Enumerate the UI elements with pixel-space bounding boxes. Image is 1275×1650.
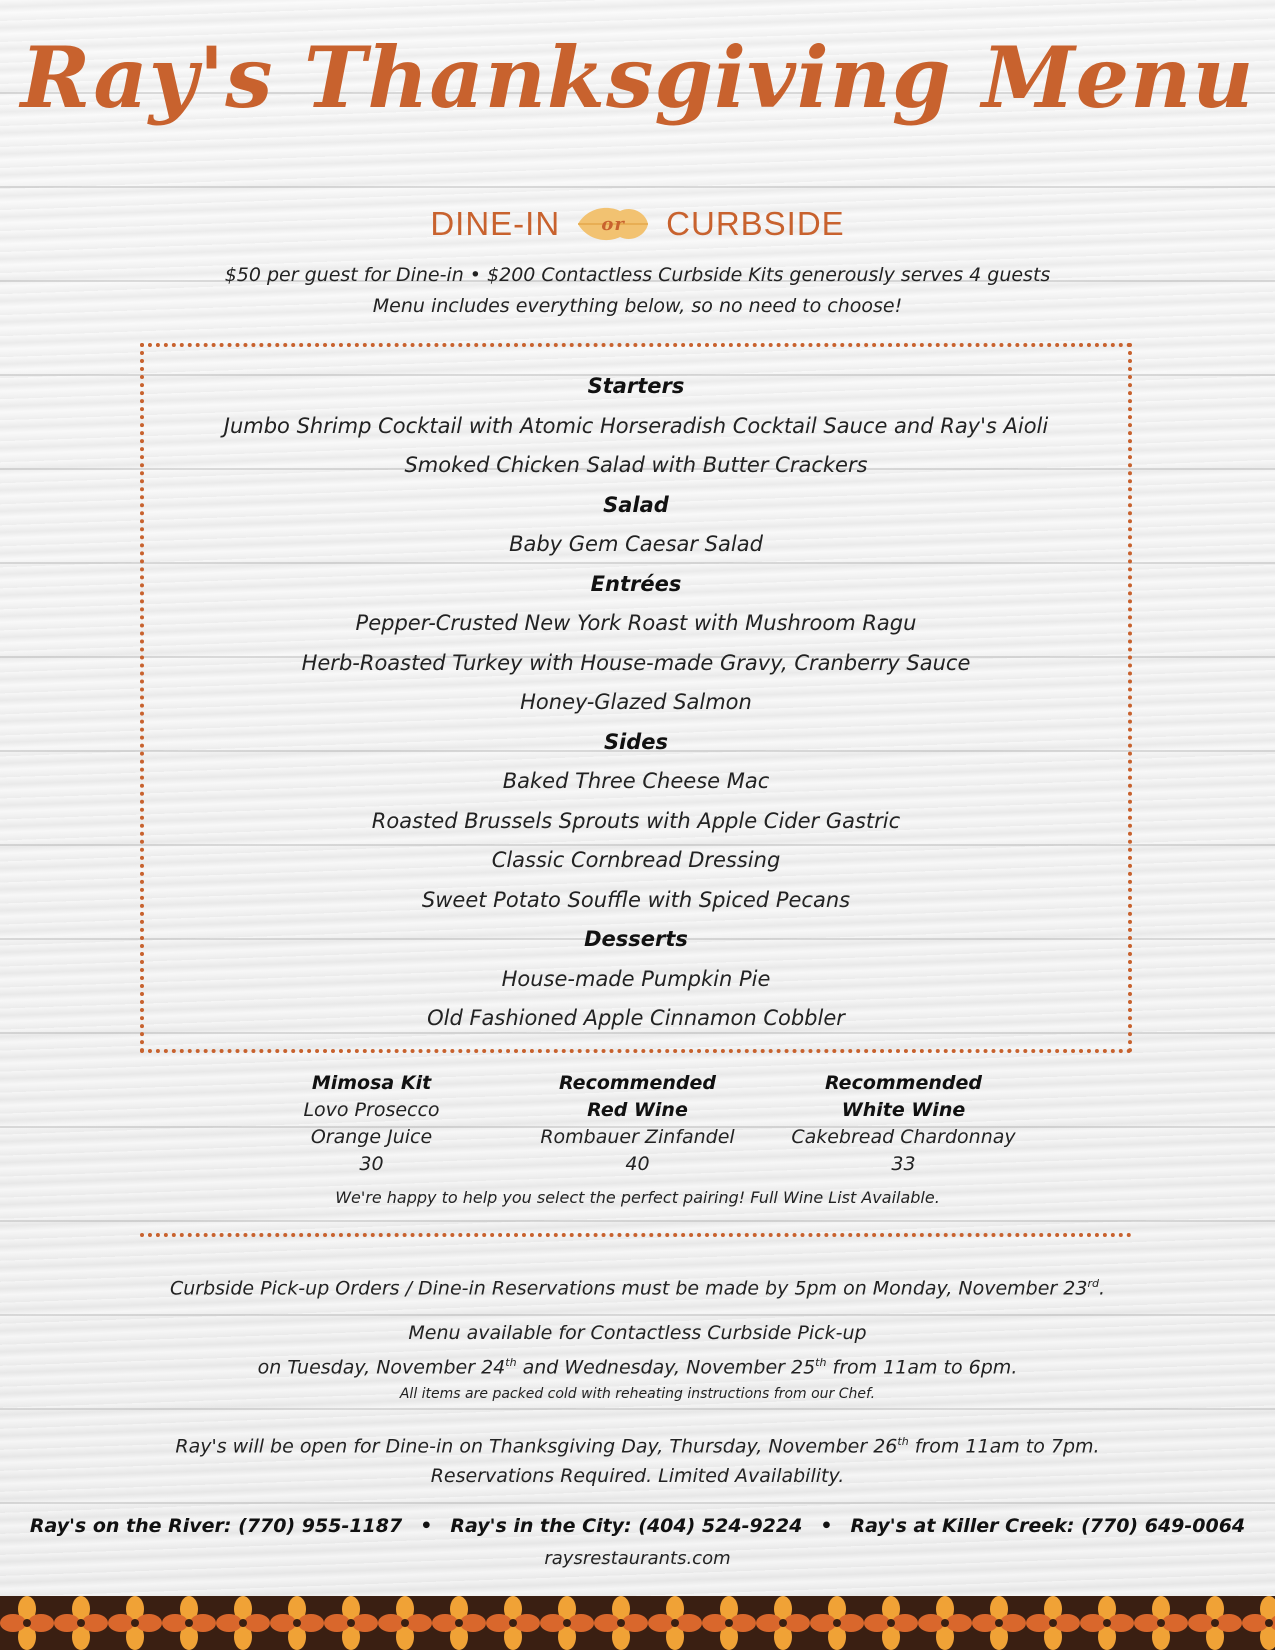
deadline-end: .: [1098, 1277, 1106, 1300]
drink-price: 33: [891, 1153, 916, 1175]
section-entrees: [144, 565, 1128, 723]
mimosa-kit: [239, 1070, 505, 1178]
pickup-dates: [0, 1348, 1275, 1382]
pricing-info: [0, 260, 1275, 322]
pickup-hours: from 11am to 6pm.: [826, 1356, 1018, 1379]
drink-heading: Red Wine: [587, 1099, 688, 1121]
contact-city: Ray's in the City: (404) 524-9224: [450, 1515, 803, 1537]
separator: •: [820, 1515, 833, 1537]
menu-item: Baby Gem Caesar Salad: [509, 532, 763, 556]
section-heading: Entrées: [590, 571, 682, 596]
menu-item: Pepper-Crusted New York Roast with Mushroom Ragu: [355, 611, 917, 635]
packed-note: All items are packed cold with reheating instructions from our Chef.: [399, 1386, 876, 1402]
contact-river: Ray's on the River: (770) 955-1187: [29, 1515, 403, 1537]
drink-line: Orange Juice: [310, 1126, 433, 1148]
drink-line: Lovo Prosecco: [303, 1099, 440, 1121]
section-heading: Salad: [603, 492, 669, 517]
dine-in-hours: from 11am to 7pm.: [908, 1435, 1100, 1458]
menu-item: Honey-Glazed Salmon: [520, 690, 752, 714]
section-heading: Desserts: [584, 927, 688, 951]
drink-heading: Mimosa Kit: [311, 1072, 432, 1094]
reservations-note: Reservations Required. Limited Availability.: [430, 1465, 845, 1488]
deadline-text: Curbside Pick-up Orders / Dine-in Reservations must be made by 5pm on Monday, November 23: [169, 1277, 1088, 1300]
contact-numbers: [0, 1515, 1275, 1537]
curbside-label: CURBSIDE: [666, 205, 845, 242]
pairing-note: We're happy to help you select the perfect pairing! Full Wine List Available.: [335, 1188, 940, 1207]
menu-item: House-made Pumpkin Pie: [501, 966, 771, 991]
dotted-divider: [140, 1233, 1132, 1237]
menu-item: Sweet Potato Souffle with Spiced Pecans: [421, 887, 851, 912]
dine-in-label: DINE-IN: [430, 205, 561, 242]
ordinal-suffix: th: [815, 1356, 827, 1369]
menu-item: Baked Three Cheese Mac: [502, 769, 770, 793]
section-salad: [144, 486, 1128, 565]
recommended-red-wine: [505, 1070, 771, 1178]
recommended-white-wine: [771, 1070, 1037, 1178]
section-heading: Starters: [587, 374, 685, 398]
page-title: Ray's Thanksgiving Menu: [20, 28, 1255, 127]
menu-box: [140, 343, 1132, 1053]
ordinal-suffix: th: [897, 1435, 909, 1448]
or-label: or: [601, 213, 625, 235]
ordinal-suffix: rd: [1087, 1277, 1099, 1290]
service-options: [0, 200, 1275, 248]
menu-note: Menu includes everything below, so no need to choose!: [372, 295, 903, 317]
website-link[interactable]: raysrestaurants.com: [544, 1548, 731, 1569]
section-heading: Sides: [603, 729, 669, 754]
menu-item: Roasted Brussels Sprouts with Apple Cider Gastric: [371, 808, 901, 833]
pickup-date-1: on Tuesday, November 24: [257, 1356, 506, 1379]
drinks-row: [0, 1070, 1275, 1178]
dine-in-day: Ray's will be open for Dine-in on Thanksgiving Day, Thursday, November 26: [175, 1435, 898, 1458]
dine-in-line: [0, 1427, 1275, 1461]
menu-item: Classic Cornbread Dressing: [491, 848, 781, 872]
section-starters: [144, 367, 1128, 486]
drink-price: 30: [359, 1153, 384, 1175]
section-sides: [144, 723, 1128, 921]
separator: •: [420, 1515, 433, 1537]
dine-in-info: [0, 1427, 1275, 1491]
pattern-icon: [0, 1596, 1275, 1650]
section-desserts: [144, 920, 1128, 1039]
leaf-icon: [574, 203, 652, 245]
pickup-date-2: and Wednesday, November 25: [516, 1356, 816, 1379]
pickup-info: [0, 1318, 1275, 1382]
drink-heading: Recommended: [559, 1072, 716, 1094]
drink-price: 40: [625, 1153, 650, 1175]
menu-item: Herb-Roasted Turkey with House-made Gravy, Cranberry Sauce: [301, 650, 971, 675]
menu-item: Smoked Chicken Salad with Butter Crackers: [404, 453, 868, 477]
drink-heading: White Wine: [841, 1099, 966, 1121]
pricing-line: $50 per guest for Dine-in • $200 Contactless Curbside Kits generously serves 4 guests: [224, 264, 1051, 286]
drink-line: Cakebread Chardonnay: [791, 1126, 1016, 1148]
drink-heading: Recommended: [825, 1072, 982, 1094]
order-deadline: [0, 1269, 1275, 1303]
contact-killer-creek: Ray's at Killer Creek: (770) 649-0064: [850, 1515, 1246, 1537]
menu-item: Old Fashioned Apple Cinnamon Cobbler: [427, 1006, 845, 1030]
menu-list: [144, 367, 1128, 1039]
pickup-line: Menu available for Contactless Curbside Pick-up: [408, 1322, 867, 1344]
decorative-footer-pattern: [0, 1596, 1275, 1650]
menu-item: Jumbo Shrimp Cocktail with Atomic Horseradish Cocktail Sauce and Ray's Aioli: [223, 413, 1049, 438]
ordinal-suffix: th: [505, 1356, 517, 1369]
drink-line: Rombauer Zinfandel: [540, 1126, 735, 1148]
